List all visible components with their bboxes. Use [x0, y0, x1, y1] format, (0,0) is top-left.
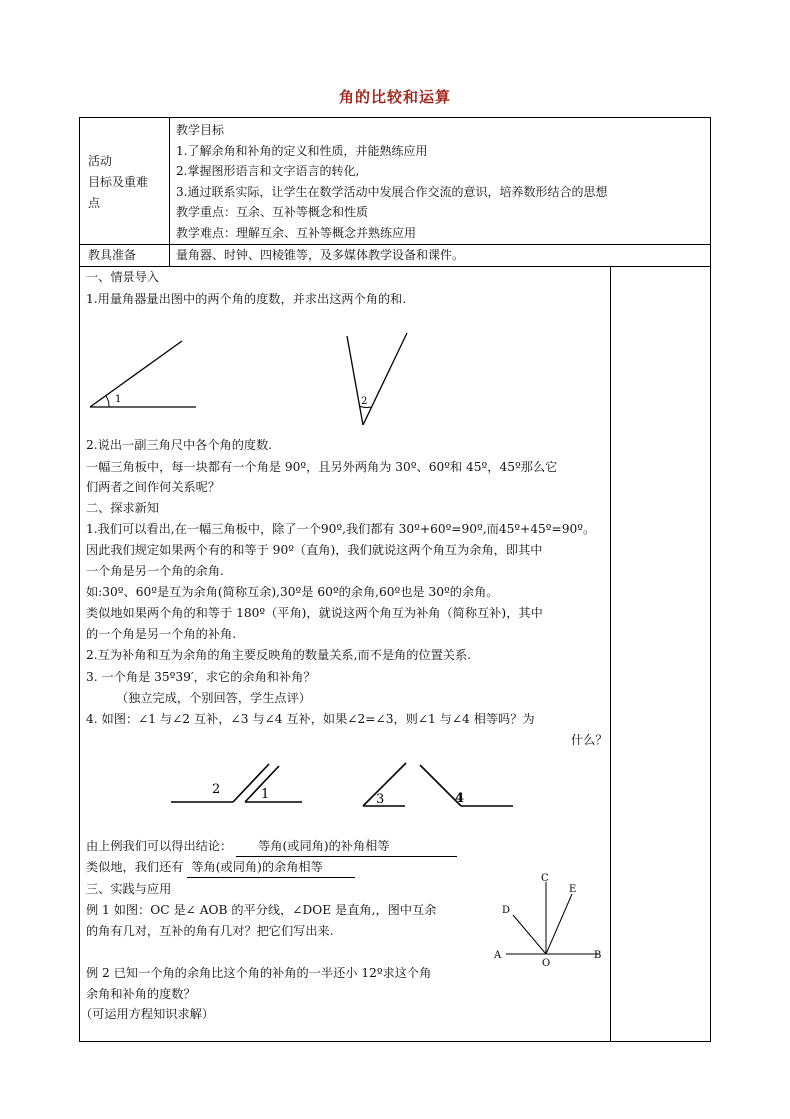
figure-b-label-3: 3: [376, 792, 385, 807]
section-heading: 三、实践与应用: [86, 882, 172, 896]
conclusion-line: [86, 836, 457, 857]
ray-OD: [513, 915, 546, 954]
figure-b-label-4: 4: [455, 791, 465, 806]
angle-1-label: 1: [115, 394, 122, 405]
point-C-label: C: [541, 873, 549, 884]
paragraph: 2.互为补角和互为余角的角主要反映角的数量关系,而不是角的位置关系.: [86, 648, 472, 662]
angle-1-arc: [106, 396, 109, 407]
paragraph: 一个角是另一个角的余角.: [86, 564, 224, 578]
row1-label-line: 目标及重难: [88, 175, 149, 189]
paragraph: 4. 如图：∠1 与∠2 互补，∠3 与∠4 互补，如果∠2=∠3，则∠1 与∠4 相等吗？为: [86, 712, 535, 726]
section-heading: 一、情景导入: [86, 270, 160, 284]
notes-column-line: [610, 266, 611, 1041]
supplementary-angles-figure-a: [168, 760, 308, 810]
conclusion-line: [86, 857, 355, 878]
point-E-label: E: [569, 884, 577, 895]
bisector-figure: [490, 866, 610, 971]
angle-2-left-ray: [347, 336, 363, 425]
angle-1-figure: [85, 335, 200, 415]
point-A-label: A: [494, 950, 502, 961]
row1-label-line: 点: [88, 196, 101, 210]
paragraph: 的一个角是另一个角的补角.: [86, 627, 237, 641]
paragraph: （可运用方程知识求解）: [80, 1007, 215, 1021]
paragraph: （独立完成，个别回答，学生点评）: [116, 691, 311, 705]
paragraph: 例 1 如图：OC 是∠ AOB 的平分线，∠DOE 是直角,，图中互余: [86, 903, 437, 917]
ray-OE: [546, 894, 572, 954]
figure-b-ray-left: [363, 763, 406, 806]
figure-a-label-1: 1: [261, 787, 270, 802]
label-column-line: [169, 118, 170, 266]
point-D-label: D: [502, 905, 511, 916]
paragraph: 的角有几对，互补的角有几对？把它们写出来.: [86, 924, 334, 938]
goal-line: 2.掌握图形语言和文字语言的转化,: [176, 164, 360, 178]
paragraph: 余角和补角的度数？: [86, 987, 196, 1001]
angle-2-figure: [340, 330, 415, 430]
angle-1-ray: [90, 341, 182, 407]
figure-a-label-2: 2: [212, 782, 221, 797]
row1-label-line: 活动: [88, 154, 113, 168]
conclusion-answer: 等角(或同角)的补角相等: [236, 836, 457, 857]
conclusion-prefix: 由上例我们可以得出结论：: [86, 839, 233, 853]
key-point-line: 教学重点：互余、互补等概念和性质: [176, 205, 369, 219]
paragraph: 一幅三角板中，每一块都有一个角是 90º，且另外两角为 30º、60º和 45º，45º那么它: [86, 460, 558, 474]
goal-line: 3.通过联系实际，让学生在数学活动中发展合作交流的意识，培养数形结合的思想: [176, 184, 608, 199]
paragraph: 1.我们可以看出,在一幅三角板中，除了一个90º,我们都有 30º+60º=90º,而45º+45º=90º。: [86, 522, 596, 536]
paragraph: 1.用量角器量出图中的两个角的度数，并求出这两个角的和.: [86, 292, 407, 306]
paragraph: 2.说出一副三角尺中各个角的度数.: [86, 438, 273, 452]
paragraph: 例 2 已知一个角的余角比这个角的补角的一半还小 12º求这个角: [86, 966, 432, 980]
row1-content: [176, 120, 607, 243]
section-heading: 二、探求新知: [86, 501, 160, 515]
conclusion-answer: 等角(或同角)的余角相等: [187, 857, 355, 878]
paragraph: 如:30º、60º是互为余角(简称互余),30º是 60º的余角,60º也是 30º的余角。: [86, 585, 499, 599]
paragraph: 3. 一个角是 35º39′，求它的余角和补角？: [86, 670, 316, 684]
goal-line: 1.了解余角和补角的定义和性质，并能熟练应用: [176, 143, 428, 158]
point-O-label: O: [542, 958, 551, 969]
paragraph: 类似地如果两个角的和等于 180º（平角)，就说这两个角互为补角（简称互补)，其中: [86, 606, 543, 620]
row2-bottom-line: [80, 266, 710, 267]
page-title: 角的比较和运算: [338, 88, 451, 106]
row2-content: 量角器、时钟、四棱锥等，及多媒体教学设备和课件。: [176, 248, 465, 262]
supplementary-angles-figure-b: [360, 760, 520, 810]
difficulty-line: 教学难点：理解互余、互补等概念并熟练应用: [176, 225, 417, 240]
conclusion-prefix: 类似地，我们还有: [86, 860, 184, 874]
paragraph: 因此我们规定如果两个有的和等于 90º（直角)，我们就说这两个角互为余角，即其中: [86, 543, 543, 557]
goal-heading: 教学目标: [176, 123, 225, 137]
point-B-label: B: [594, 950, 602, 961]
row2-label: 教具准备: [88, 248, 137, 262]
angle-2-right-ray: [363, 333, 407, 425]
paragraph: 们两者之间作何关系呢？: [86, 480, 221, 494]
angle-2-label: 2: [361, 396, 368, 407]
row1-label: [88, 151, 148, 214]
paragraph: 什么？: [571, 733, 608, 747]
